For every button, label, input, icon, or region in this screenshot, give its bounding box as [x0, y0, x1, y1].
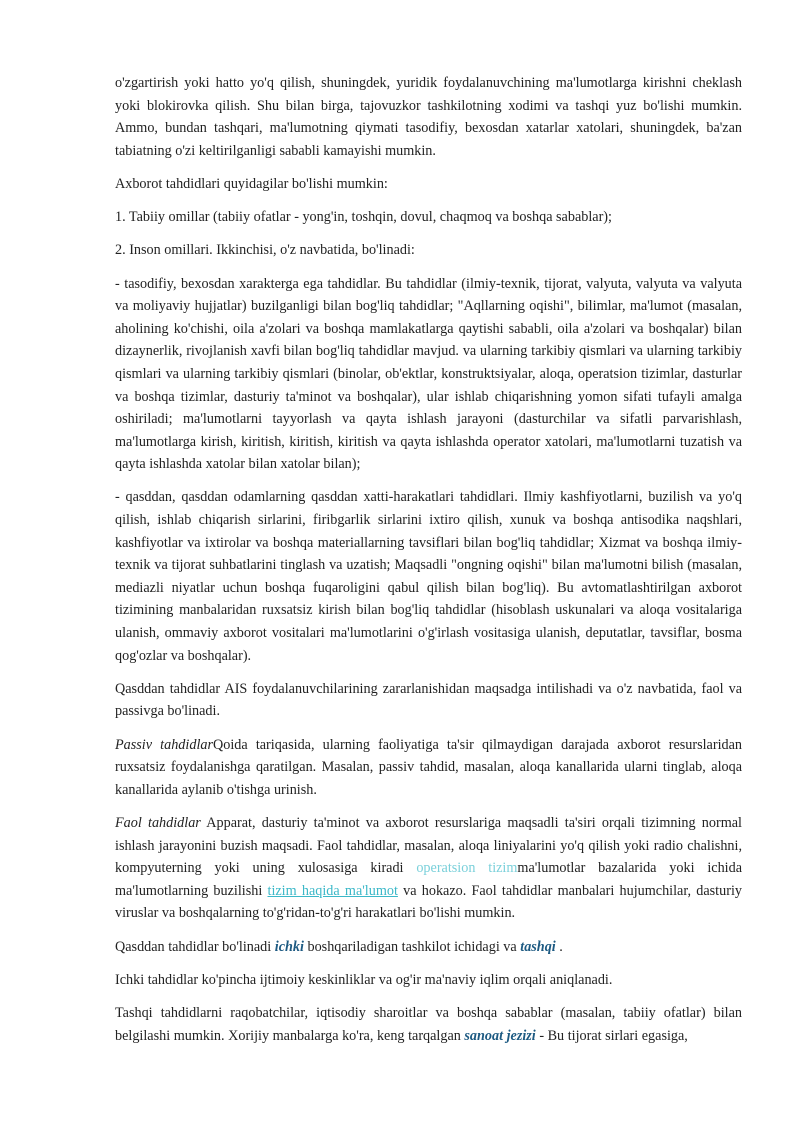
system-info-link[interactable]: tizim haqida ma'lumot — [267, 882, 398, 899]
list-item-natural-factors: 1. Tabiiy omillar (tabiiy ofatlar - yong'in, toshqin, dovul, chaqmoq va boshqa sabablar); — [115, 209, 612, 226]
paragraph-passive-threats — [115, 734, 742, 802]
keyword-internal: ichki — [274, 938, 304, 955]
paragraph-intentional-threats: - qasddan, qasddan odamlarning qasddan xatti-harakatlari tahdidlari. Ilmiy kashfiyotlarni, buzilish va yo'q qilish, ishlab chiqarish sirlarini, firibgarlik sirlarini ixtiro qilish, xunuk va boshqa antisodika naqshlari, kashfiyotlar va ixtirolar va boshqa materiallarning tavsiflari bilan bog'liq tahdidlar; Xizmat va boshqa ilmiy-texnik va tijorat suhbatlarini tinglash va uzatish; Maqsadli "ongning oqishi" bilan ma'lumotni bilish (masalan, mediazli niyatlar uchun boshqa fuqaroligini qabul qilish bilan bog'liq). Bu avtomatlashtirilgan axborot tizimining manbalaridan ruxsatsiz kirish bilan bog'liq tahdidlar (hisoblash uskunalari va aloqa vositalariga ulanish, ommaviy axborot vositalari ma'lumotlarini o'g'irlash vositasiga ulanish, deputatlar, tavsiflar, bosma qog'ozlar va boshqalar). — [115, 489, 742, 664]
paragraph-internal-external — [115, 936, 742, 959]
operating-system-link[interactable]: operatsion tizim — [416, 860, 518, 877]
external-threats-text-2: - Bu tijorat sirlari egasiga, — [535, 1027, 688, 1044]
paragraph-intentional-split: Qasddan tahdidlar AIS foydalanuvchilarining zararlanishidan maqsadga intilishadi va o'z navbatida, faol va passivga bo'linadi. — [115, 680, 742, 720]
passive-threats-term: Passiv tahdidlar — [115, 736, 213, 753]
internal-external-text-2: boshqariladigan tashkilot ichidagi va — [303, 938, 521, 955]
external-threats-text-1: Tashqi tahdidlarni raqobatchilar, iqtisodiy sharoitlar va boshqa sabablar (masalan, tabiiy ofatlar) bilan belgilashi mumkin. Xorijiy manbalarga ko'ra, keng tarqalgan — [115, 1004, 742, 1044]
internal-external-text-1: Qasddan tahdidlar bo'linadi — [115, 938, 275, 955]
active-threats-text-2: ma'lumotlar bazalarida yoki ichida ma'lumotlarning buzilishi — [115, 860, 742, 899]
passive-threats-text: Qoida tariqasida, ularning faoliyatiga ta'sir qilmaydigan darajada axborot resurslaridan ruxsatsiz foydalanishga qaratilgan. Masalan, passiv tahdid, masalan, aloqa kanallarida ularni tinglab, aloqa kanallarida aylanib o'tishga urinish. — [115, 736, 742, 798]
keyword-external: tashqi — [520, 938, 556, 955]
internal-external-text-3: . — [555, 938, 563, 955]
paragraph-accidental-threats: - tasodifiy, bexosdan xarakterga ega tahdidlar. Bu tahdidlar (ilmiy-texnik, tijorat, valyuta, valyuta va valyuta va moliyaviy hujjatlar) buzilganligi bilan bog'liq tahdidlar; "Aqllarning oqishi", bilimlar, ma'lumot (masalan, aholining ko'chishi, oila a'zolari va boshqa mamlakatlarga qaytishi sababli, oila a'zolari va boshqalar) bilan dizaynerlik, rivojlanish xavfi bilan bog'liq tahdidlar mavjud. va ularning tarkibiy qismlari va ularning tarkibiy qismlari va ularning tarkibiy qismlari (binolar, ob'ektlar, konstruktsiyalar, aloqa, operatsion tizimlar, dasturlar va boshqa tizimlar, dasturiy ta'minot va boshqalar), ular ishlab chiqarishning yomon sifati tufayli amalga oshiriladi; ma'lumotlarni tayyorlash va qayta ishlash jarayoni (dasturchilar va sifatli parvarishlash, ma'lumotlarga kirish, kiritish, kiritish, kiritish va qayta ishlashda operator xatolari, ma'lumotlarni tuzatish va qayta ishlashda xatolar bilan xatolar bilan); — [115, 275, 742, 473]
active-threats-term: Faol tahdidlar — [115, 814, 201, 831]
paragraph-intro-continuation: o'zgartirish yoki hatto yo'q qilish, shuningdek, yuridik foydalanuvchining ma'lumotlarga kirishni cheklash yoki blokirovka qilish. Shu bilan birga, tajovuzkor tashkilotning xodimi va tashqi yuz bo'lishi mumkin. Ammo, bundan tashqari, ma'lumotning qiymati tasodifiy, bexosdan xatarlar xatolari, shuningdek, ba'zan tabiatning o'zi keltirilganligi sababli kamayishi mumkin. — [115, 75, 742, 159]
list-item-human-factors: 2. Inson omillari. Ikkinchisi, o'z navbatida, bo'linadi: — [115, 242, 415, 259]
document-body — [115, 72, 742, 1047]
paragraph-external-threats — [115, 1002, 742, 1047]
paragraph-threats-heading: Axborot tahdidlari quyidagilar bo'lishi mumkin: — [115, 175, 388, 192]
active-threats-text-1: Apparat, dasturiy ta'minot va axborot resurslariga maqsadli ta'siri orqali tizimning normal ishlash jarayonini buzish maqsadi. Faol tahdidlar, masalan, aloqa liniyalarini yo'q qilish yoki radio chalishni, kompyuterning yoki uning xulosasiga kiradi — [115, 814, 742, 877]
active-threats-text-3: va hokazo. Faol tahdidlar manbalari hujumchilar, dasturiy viruslar va boshqalarning to'g'ridan-to'g'ri harakatlari bo'lishi mumkin. — [115, 882, 742, 922]
paragraph-internal-threats: Ichki tahdidlar ko'pincha ijtimoiy keskinliklar va og'ir ma'naviy iqlim orqali aniqlanadi. — [115, 971, 613, 988]
keyword-industrial-espionage: sanoat jezizi — [464, 1027, 536, 1044]
paragraph-active-threats — [115, 812, 742, 925]
